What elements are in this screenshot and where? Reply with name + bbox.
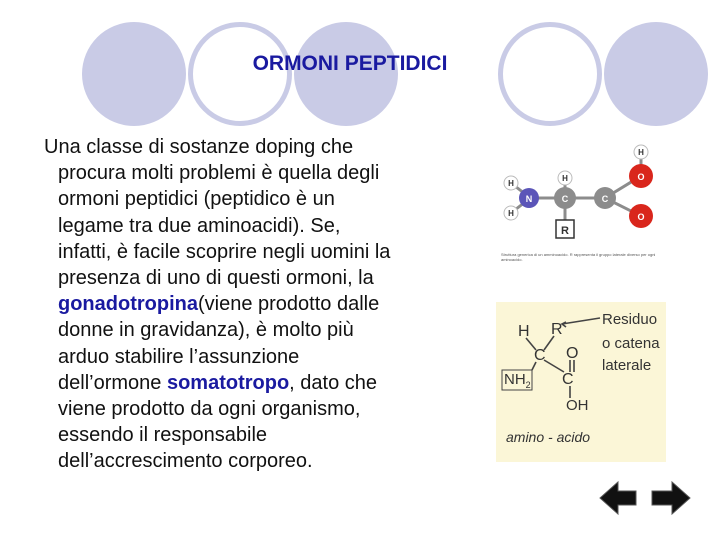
atom-o: O xyxy=(637,212,645,222)
atom-n: N xyxy=(525,194,533,204)
paragraph-line xyxy=(44,134,484,160)
line-text: presenza di uno di questi ormoni, la xyxy=(58,267,374,290)
label-h: H xyxy=(518,323,530,340)
atom-c: C xyxy=(601,194,609,204)
atom-h: H xyxy=(508,209,514,218)
arrow-left-icon xyxy=(598,478,638,518)
label-laterale: laterale xyxy=(602,357,652,374)
line-text: ormoni peptidici (peptidico è un xyxy=(58,188,335,211)
line-text: legame tra due aminoacidi). Se, xyxy=(58,214,341,237)
line-text: procura molti problemi è quella degli xyxy=(58,162,380,185)
atom-c: C xyxy=(561,194,569,204)
slide-title: ORMONI PEPTIDICI xyxy=(252,52,448,75)
atom-h: H xyxy=(508,179,514,188)
line-text: dell’ormone xyxy=(58,371,167,394)
paragraph-line xyxy=(44,344,484,370)
paragraph-line xyxy=(44,239,484,265)
decor-circle-1 xyxy=(82,22,186,126)
label-c2: C xyxy=(562,371,574,388)
amino-structure-diagram xyxy=(496,302,666,462)
paragraph-line xyxy=(44,186,484,212)
paragraph-line xyxy=(44,213,484,239)
atom-r: R xyxy=(561,225,569,237)
paragraph-line xyxy=(44,160,484,186)
body-paragraph xyxy=(44,134,484,475)
amino-acid-structure-figure xyxy=(496,302,666,462)
amino-acid-molecule-figure xyxy=(495,140,667,268)
atom-o: O xyxy=(637,172,645,182)
decor-circle-5 xyxy=(604,22,708,126)
atom-h: H xyxy=(638,148,644,157)
label-r: R xyxy=(551,321,563,338)
molecule-caption: Struttura generica di un amminoacido. R rappresenta il gruppo laterale diverso per ogni aminoacido. xyxy=(501,252,656,262)
line-text: essendo il responsabile xyxy=(58,424,268,447)
molecule-diagram xyxy=(495,140,667,252)
line-text: donne in gravidanza), è molto più xyxy=(58,319,354,342)
label-o: O xyxy=(566,345,579,362)
label-residuo: Residuo xyxy=(602,311,658,328)
label-amino-acido: amino - acido xyxy=(506,429,591,445)
atom-h: H xyxy=(562,174,568,183)
line-text: arduo stabilire l’assunzione xyxy=(58,345,300,368)
decor-circle-4 xyxy=(498,22,602,126)
paragraph-line xyxy=(44,396,484,422)
label-nh: $NH_2$ xyxy=(504,371,531,390)
paragraph-line xyxy=(44,370,484,396)
paragraph-line xyxy=(44,422,484,448)
label-c1: C xyxy=(534,347,546,364)
arrow-right-icon xyxy=(650,478,692,518)
prev-slide-button[interactable] xyxy=(598,478,638,518)
line-text: infatti, è facile scoprire negli uomini la xyxy=(58,240,391,263)
label-oh: OH xyxy=(566,397,589,414)
line-text: dell’accrescimento corporeo. xyxy=(58,450,313,473)
label-catena: o catena xyxy=(602,335,660,352)
next-slide-button[interactable] xyxy=(650,478,692,518)
highlight-gonadotropina: gonadotropina xyxy=(58,293,198,316)
line-text: , dato che xyxy=(289,371,378,394)
highlight-somatotropo: somatotropo xyxy=(166,371,290,394)
paragraph-line xyxy=(44,448,484,474)
line-text: Una classe di sostanze doping che xyxy=(44,136,354,158)
paragraph-line xyxy=(44,317,484,343)
paragraph-line xyxy=(44,291,484,317)
paragraph-line xyxy=(44,265,484,291)
line-text: (viene prodotto dalle xyxy=(197,293,380,316)
line-text: viene prodotto da ogni organismo, xyxy=(58,398,361,421)
